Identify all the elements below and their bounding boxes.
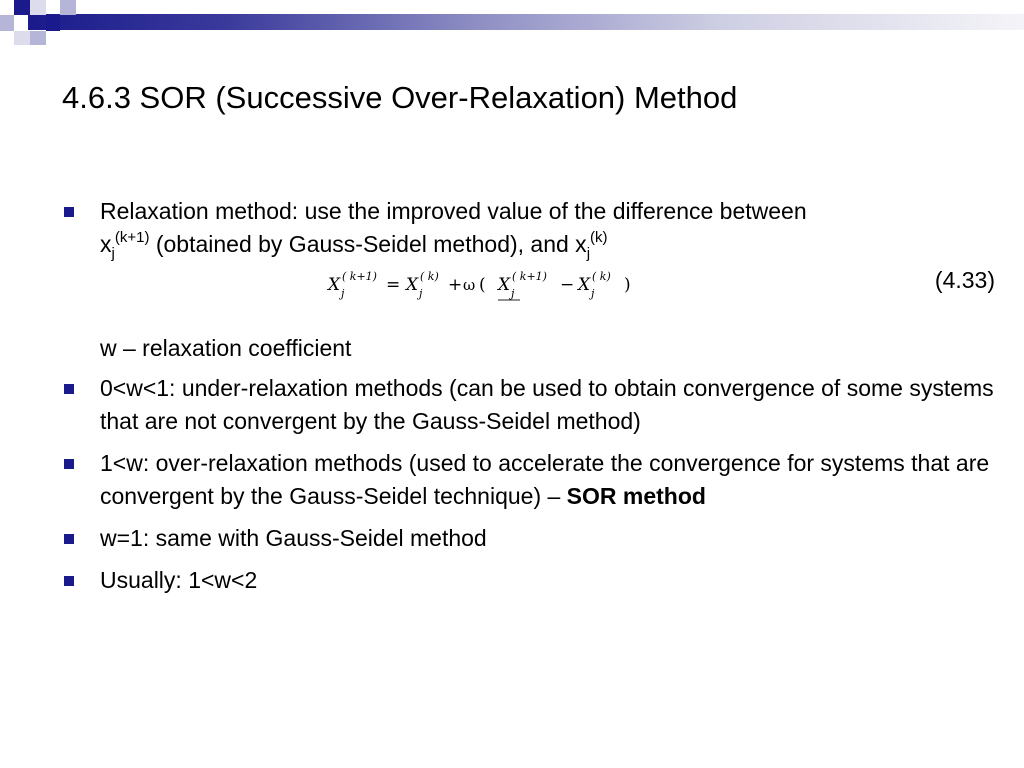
eq-k: ( k) — [420, 270, 439, 283]
eq-minus: − — [560, 275, 575, 295]
sor-equation — [328, 268, 678, 308]
decor-square — [46, 15, 60, 31]
equation-number: (4.33) — [934, 267, 995, 293]
eq-lparen: ( — [479, 275, 486, 295]
decor-square — [0, 15, 14, 31]
eq-plus: + — [448, 275, 463, 295]
eq-X: X — [578, 275, 591, 295]
relaxation-text-2: (obtained by Gauss-Seidel method), and x — [149, 231, 587, 257]
eq-k: ( k) — [592, 270, 611, 283]
decor-square — [14, 0, 30, 15]
bullet-under-relaxation — [62, 372, 1007, 438]
usually-text: Usually: 1<w<2 — [100, 567, 258, 593]
bullet-relaxation — [62, 195, 1007, 261]
subscript: j — [586, 245, 591, 262]
x-var: x — [100, 231, 112, 257]
header-decoration — [0, 0, 1024, 48]
square-bullet-icon — [64, 534, 74, 544]
gradient-bar — [28, 14, 1024, 30]
over-relaxation-text: 1<w: over-relaxation methods (used to accelerate the convergence for systems that are convergent by the Gauss-Seidel technique) – — [100, 450, 990, 509]
square-bullet-icon — [64, 459, 74, 469]
subscript: j — [111, 245, 115, 262]
square-bullet-icon — [64, 384, 74, 394]
slide-body — [62, 195, 1007, 606]
eq-j: j — [591, 287, 595, 300]
superscript: (k) — [590, 229, 608, 246]
eq-j: j — [419, 287, 423, 300]
decor-square — [30, 31, 46, 45]
eq-k1: ( k+1) — [342, 270, 377, 283]
bullet-w-one — [62, 522, 1007, 555]
eq-X: X — [328, 275, 341, 295]
slide-title: 4.6.3 SOR (Successive Over-Relaxation) Method — [62, 80, 738, 115]
decor-square — [14, 31, 30, 45]
equation-row — [62, 266, 1007, 316]
w-definition: w – relaxation coefficient — [100, 335, 352, 361]
superscript: (k+1) — [114, 229, 150, 246]
bullet-usually — [62, 564, 1007, 597]
square-bullet-icon — [64, 576, 74, 586]
decor-square — [60, 0, 76, 15]
eq-omega: ω — [463, 276, 476, 294]
eq-equals: = — [386, 275, 401, 295]
bullet-over-relaxation — [62, 447, 1007, 513]
w-one-text: w=1: same with Gauss-Seidel method — [100, 525, 487, 551]
eq-j: j — [341, 287, 345, 300]
eq-k1: ( k+1) — [512, 270, 547, 283]
decor-square — [30, 0, 46, 15]
eq-rparen: ) — [624, 275, 631, 295]
under-relaxation-text: 0<w<1: under-relaxation methods (can be used to obtain convergence of some systems that are not convergent by the Gauss-Seidel method) — [100, 375, 994, 434]
relaxation-text: Relaxation method: use the improved value of the difference between — [100, 198, 807, 224]
sor-method-bold: SOR method — [566, 483, 706, 509]
equation-image — [328, 268, 678, 308]
eq-X: X — [406, 275, 419, 295]
square-bullet-icon — [64, 207, 74, 217]
eq-j: j — [511, 287, 515, 300]
eq-X: X — [498, 275, 511, 295]
